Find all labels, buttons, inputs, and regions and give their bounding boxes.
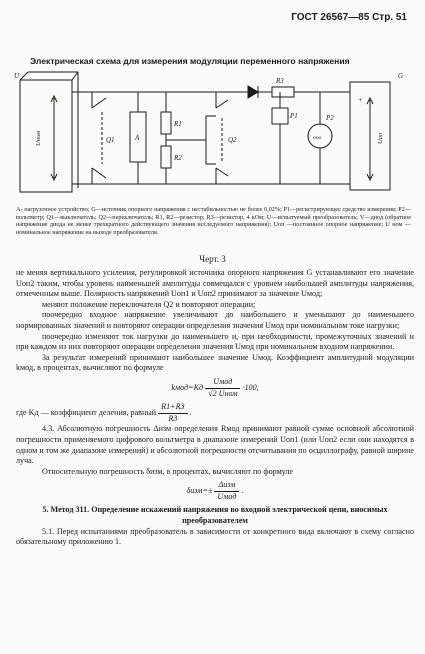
- formula-delta: [16, 480, 414, 502]
- fraction: [214, 480, 239, 502]
- formula-kmod: [16, 377, 414, 399]
- fraction-numerator: Δизм: [214, 480, 239, 492]
- paragraph: поочередно изменяют ток нагрузки до наименьшего и, при необходимости, промежуточных значений и при каждом из них повторяют операции определения значения Uмод при номинальном входном напряжении.: [16, 331, 414, 352]
- paragraph: 5.1. Перед испытаниями преобразователь в зависимости от конкретного вида включают в схему согласно обязательному приложению 1.: [16, 526, 414, 547]
- section-heading: 5. Метод 311. Определение искажений напряжения во входной электрической цепи, вносимых преобразователем: [42, 505, 388, 526]
- label-u: U: [14, 72, 20, 80]
- resistor-r2: [161, 146, 171, 168]
- fraction: [205, 377, 240, 399]
- fraction-denominator: √2 Uном: [208, 388, 238, 398]
- resistor-r1: [161, 112, 171, 134]
- label-q2: Q2: [228, 136, 237, 144]
- label-plus: +: [358, 96, 363, 104]
- paragraph: 4.3. Абсолютную погрешность Δизм определения Rмод принимают равной сумме основной абсолютной погрешности применяемого цифрового вольтметра в диапазоне измерений Uоп1 (или Uоп2 если они находятся в одном и том же диапазоне измерений) и абсолютной погрешности отсчитывания по осциллографу, равной ширине луча.: [16, 424, 414, 466]
- paragraph: За результат измерений принимают наибольшее значение Uмод. Коэффициент амплитудной модуляции kмод, в процентах, вычисляют по формуле: [16, 352, 414, 373]
- fraction-numerator: Uмод: [205, 377, 240, 389]
- figure-caption: Черт. 3: [199, 254, 226, 264]
- fraction: [158, 402, 187, 424]
- formula-lhs: δизм=±: [186, 486, 213, 496]
- formula-tail: ·100,: [242, 382, 259, 392]
- resistor-r3: [272, 87, 294, 97]
- paragraph: не меняя вертикального усиления, регулировкой источника опорного напряжения G устанавливают его значение Uоп2 таким, чтобы уровень наименьшей амплитуды совмещался с уровнем наибольшей амплитуды напряжения, отмеченным выше. Полярность напряжений Uоп1 и Uоп2 принимают за значение Uмод;: [16, 268, 414, 299]
- page-header: ГОСТ 26567—85 Стр. 51: [291, 12, 407, 23]
- recorder-p1: [272, 108, 288, 124]
- label-a: A: [135, 134, 140, 142]
- formula-tail: .: [241, 486, 244, 496]
- figure-title: Электрическая схема для измерения модуляции переменного напряжения: [30, 56, 350, 66]
- body-text: [16, 268, 414, 548]
- label-r2: R2: [174, 154, 182, 162]
- circuit-diagram: [10, 68, 420, 200]
- figure-legend: A- нагрузочное устройство; G—источник опорного напряжения с нестабильностью не более 0,02%; P1—регистрирующее средство измерения; P2—вольтметр; Q1—выключатель; Q2—переключатель; R1, R2—резистор; R3—резистор, 4 кОм; U—испытуемый преобразователь; V—диод (обратное напряжение диода не менее трехкратного действующего значения исследуемого напряжения); Uоп —постоянное опорное напряжение; U ном —номинальное напряжение на выходе преобразователя.: [16, 206, 411, 236]
- paragraph: поочередно входное напряжение увеличивают до наибольшего и уменьшают до наименьшего нормированных значений и повторяют операции определения значения Uмод при номинальном токе нагрузки;: [16, 310, 414, 330]
- converter-block-u: [20, 80, 72, 192]
- formula-lhs: kмод=Kд: [171, 382, 204, 392]
- label-p1: P1: [290, 112, 298, 120]
- label-r1: R1: [174, 120, 182, 128]
- label-q1: Q1: [106, 136, 115, 144]
- label-g: G: [398, 72, 404, 80]
- label-r3: R3: [276, 77, 284, 85]
- fraction-numerator: R1+R3: [158, 402, 187, 414]
- ohm-symbols: [313, 135, 322, 141]
- paragraph: Относительную погрешность δизм, в процентах, вычисляют по формуле: [42, 466, 294, 476]
- paragraph: меняют положение переключателя Q2 и повторяют операции;: [42, 299, 256, 309]
- label-unom: Uном: [35, 130, 42, 146]
- label-uon: Uоп: [377, 132, 384, 144]
- fraction-denominator: Uмод: [217, 491, 237, 501]
- label-p2: P2: [326, 114, 334, 122]
- svg-text:ооо: ооо: [313, 135, 322, 141]
- fraction-denominator: R3: [168, 413, 178, 423]
- formula-tail: .: [189, 408, 192, 418]
- kd-text: где Kд — коэффициент деления, равный: [16, 408, 157, 418]
- paragraph-kd: [16, 402, 414, 424]
